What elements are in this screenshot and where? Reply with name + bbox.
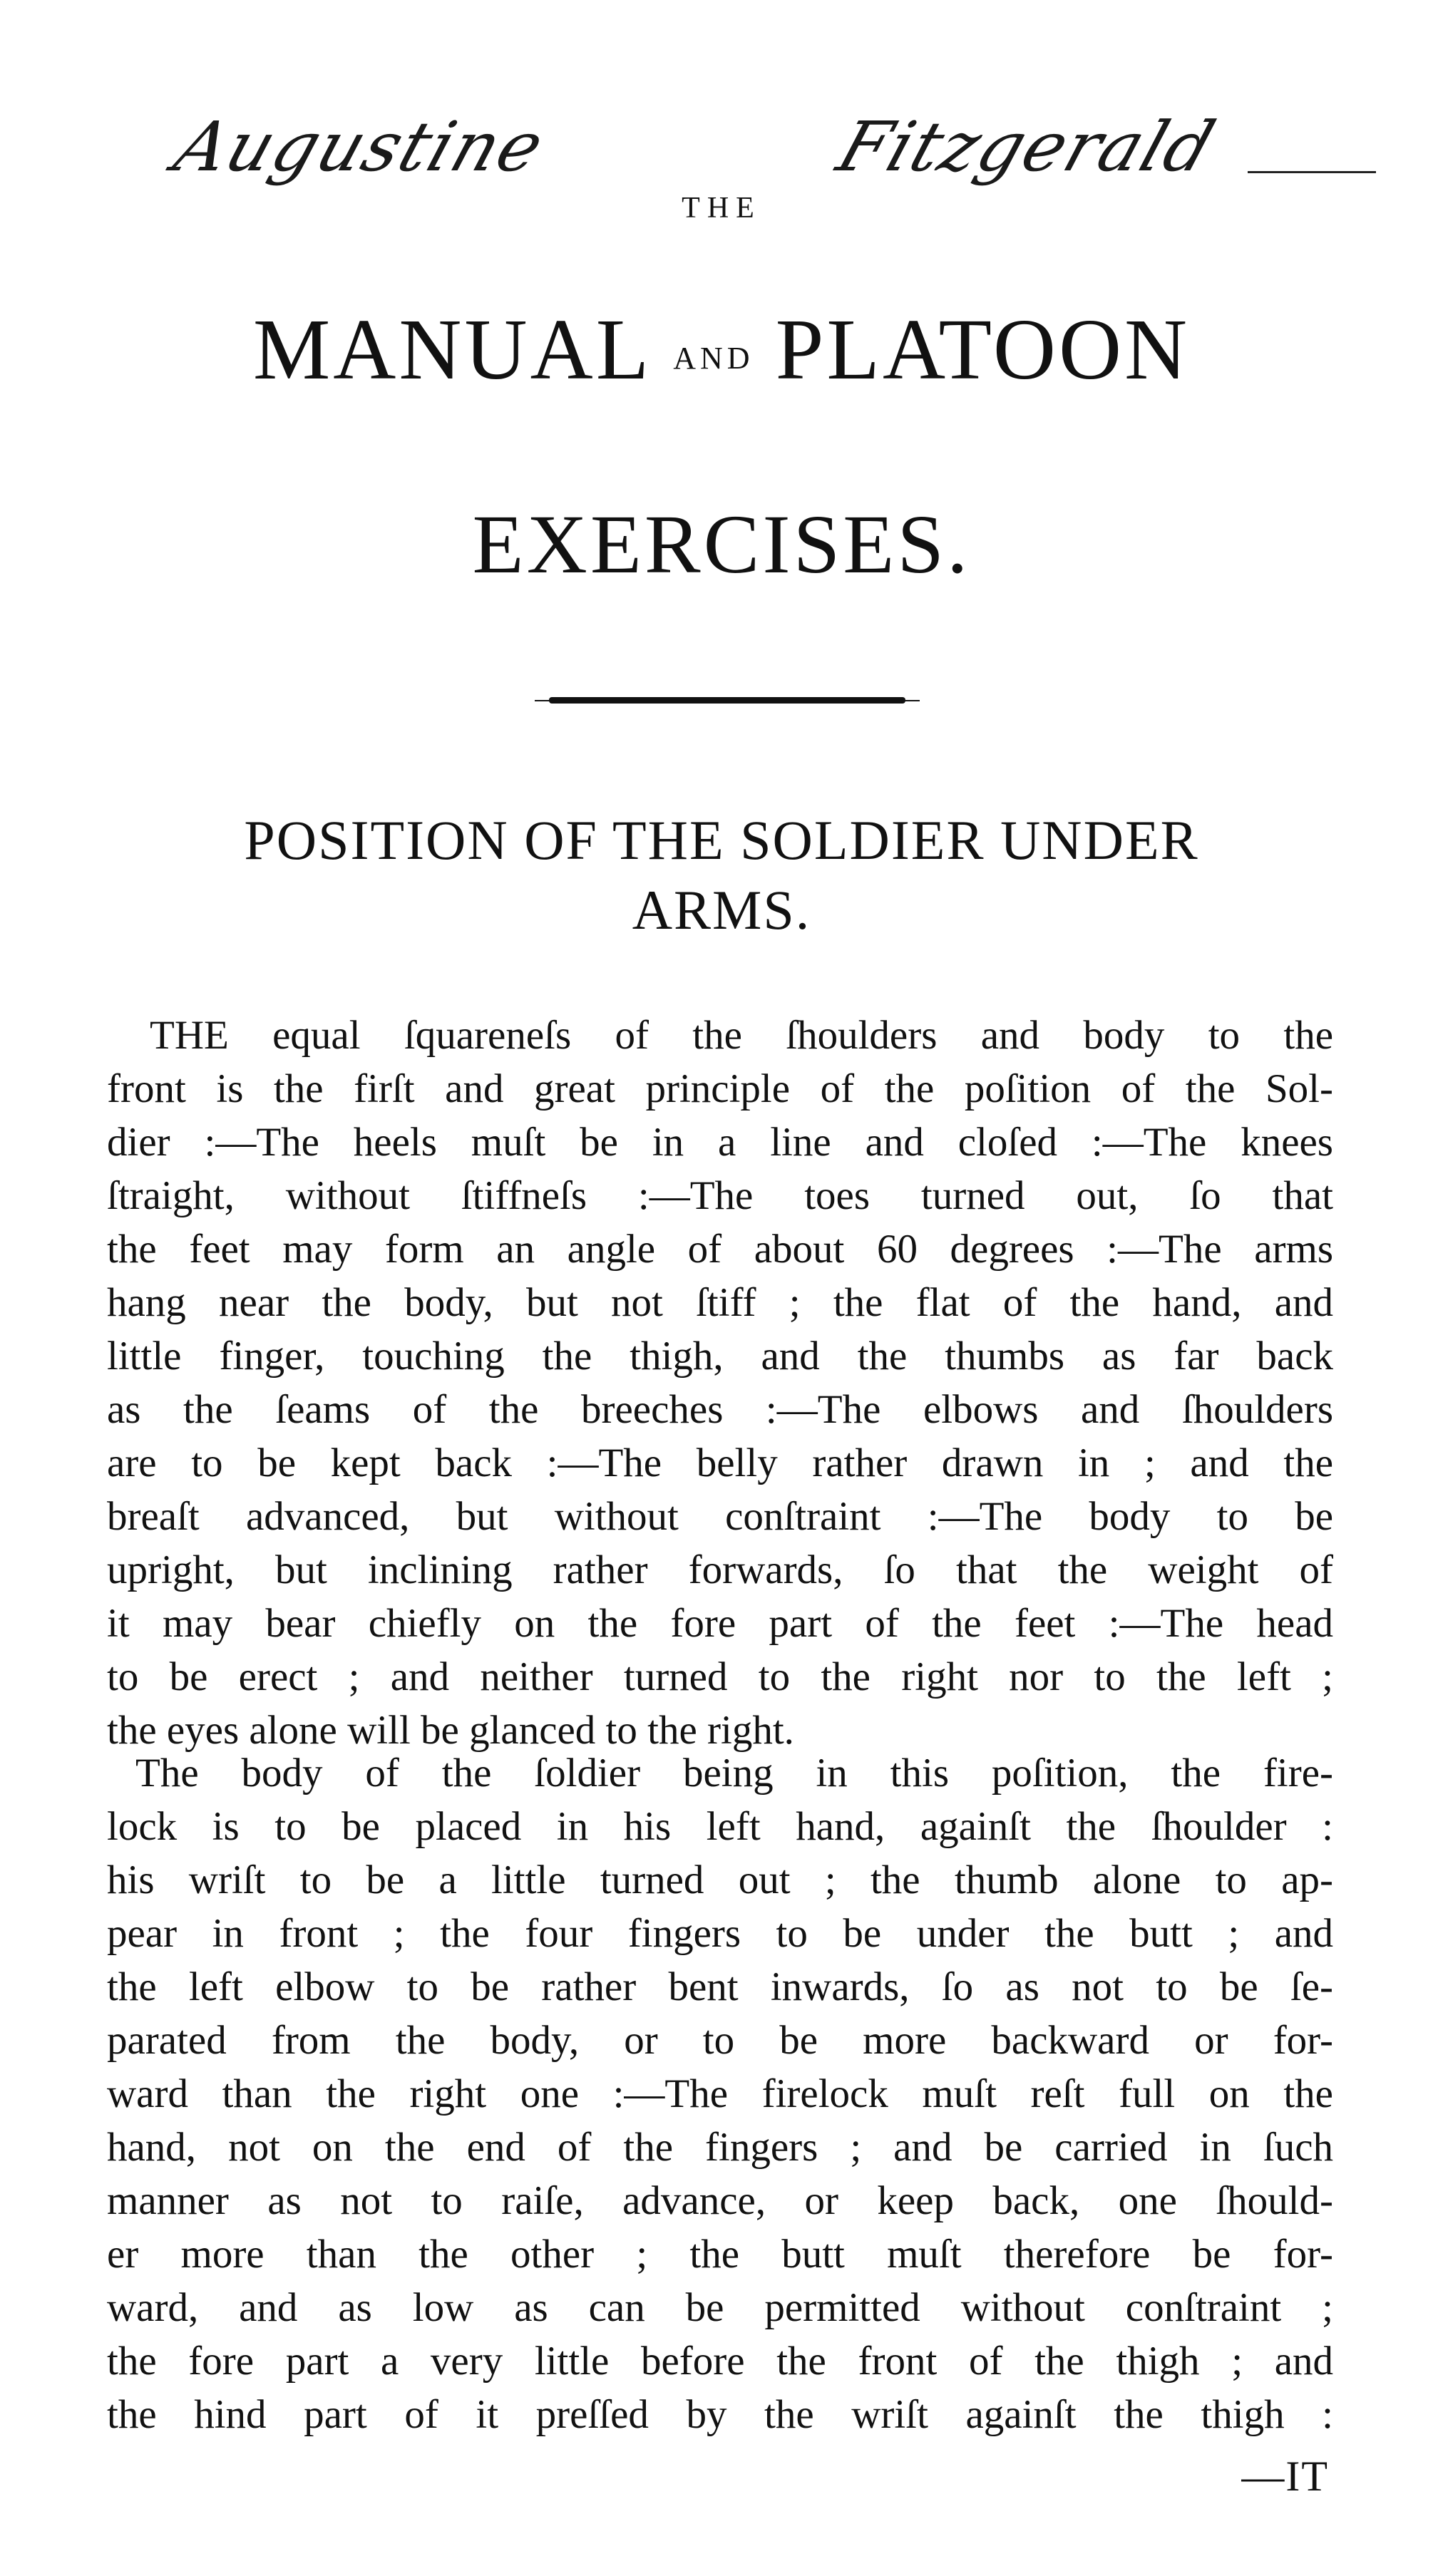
text-line: manner as not to raiſe, advance, or keep back, one ſhould- <box>107 2178 1333 2223</box>
text-line: hand, not on the end of the fingers ; and be carried in ſuch <box>107 2125 1333 2170</box>
text-line: his wriſt to be a little turned out ; the thumb alone to ap- <box>107 1858 1333 1902</box>
text-line: as the ſeams of the breeches :—The elbows and ſhoulders <box>107 1387 1333 1432</box>
text-line: upright, but inclining rather forwards, ſo that the weight of <box>107 1547 1333 1592</box>
text-line: the fore part a very little before the front of the thigh ; and <box>107 2339 1333 2384</box>
text-line: to be erect ; and neither turned to the right nor to the left ; <box>107 1654 1333 1699</box>
text-line: ward than the right one :—The firelock muſt reſt full on the <box>107 2071 1333 2116</box>
text-line: are to be kept back :—The belly rather drawn in ; and the <box>107 1441 1333 1485</box>
handwritten-signature-last <box>828 107 1225 187</box>
signature-flourish <box>1248 171 1376 173</box>
text-line: lock is to be placed in his left hand, againſt the ſhoulder : <box>107 1804 1333 1849</box>
text-line: breaſt advanced, but without conſtraint :—The body to be <box>107 1494 1333 1539</box>
text-line: The body of the ſoldier being in this poſition, the fire- <box>135 1751 1333 1796</box>
title-article: THE <box>682 192 761 225</box>
text-line: parated from the body, or to be more backward or for- <box>107 2018 1333 2063</box>
text-line: the left elbow to be rather bent inwards, ſo as not to be ſe- <box>107 1964 1333 2009</box>
text-line: little finger, touching the thigh, and the thumbs as far back <box>107 1334 1333 1379</box>
text-line: hang near the body, but not ſtiff ; the flat of the hand, and <box>107 1280 1333 1325</box>
section-heading-line-1: POSITION OF THE SOLDIER UNDER <box>244 809 1199 871</box>
title-line-2: EXERCISES. <box>472 498 971 591</box>
ornamental-rule <box>535 695 920 705</box>
section-heading <box>107 805 1336 945</box>
text-line: the hind part of it preſſed by the wriſt againſt the thigh : <box>107 2392 1333 2437</box>
signature-last-text: Fitzgerald <box>828 107 1226 187</box>
text-line: it may bear chiefly on the fore part of the feet :—The head <box>107 1601 1333 1646</box>
rule-thick-line <box>549 697 905 704</box>
title-word-and: AND <box>673 341 754 376</box>
text-line: pear in front ; the four fingers to be under the butt ; and <box>107 1911 1333 1956</box>
title-word-manual: MANUAL <box>252 302 652 398</box>
text-line: dier :—The heels muſt be in a line and cloſed :—The knees <box>107 1120 1333 1165</box>
text-line: THE equal ſquareneſs of the ſhoulders and body to the <box>150 1013 1333 1058</box>
text-line: ſtraight, without ſtiffneſs :—The toes turned out, ſo that <box>107 1173 1333 1218</box>
catchword: —IT <box>1241 2453 1329 2500</box>
paragraph-1 <box>107 1009 1333 1757</box>
paragraph-2 <box>107 1746 1333 2441</box>
text-line: er more than the other ; the butt muſt therefore be for- <box>107 2232 1333 2277</box>
text-line: the feet may form an angle of about 60 degrees :—The arms <box>107 1227 1333 1272</box>
title-word-platoon: PLATOON <box>775 302 1191 398</box>
text-line: the eyes alone will be glanced to the right. <box>107 1708 794 1753</box>
section-heading-line-2: ARMS. <box>632 879 811 941</box>
text-line: front is the firſt and great principle of the poſition of the Sol- <box>107 1066 1333 1111</box>
handwritten-signature-first <box>165 107 555 187</box>
title-line-1 <box>0 302 1443 398</box>
text-line: ward, and as low as can be permitted without conſtraint ; <box>107 2285 1333 2330</box>
signature-first-text: Augustine <box>165 107 555 187</box>
